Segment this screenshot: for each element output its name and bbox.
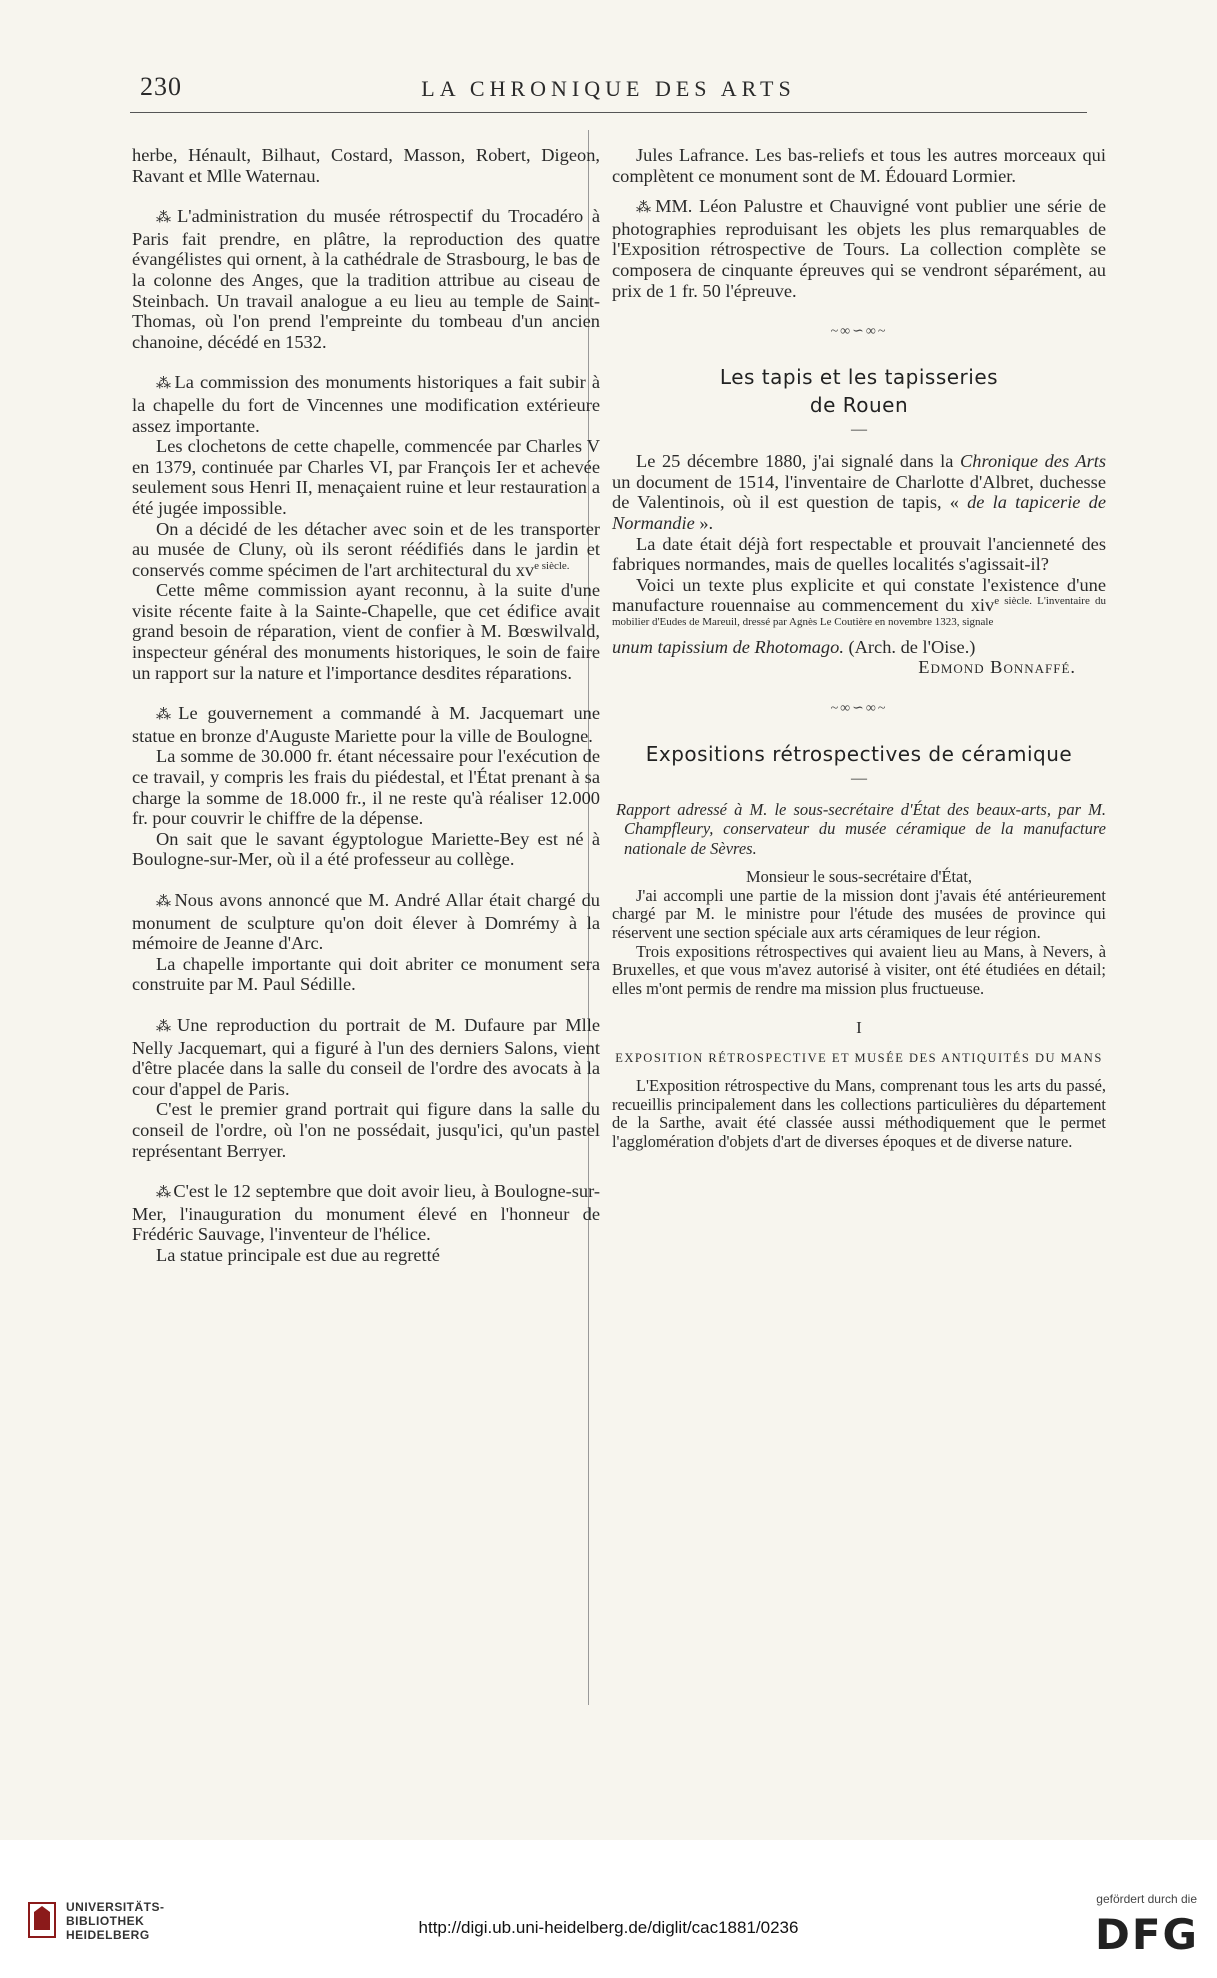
paragraph: C'est le premier grand portrait qui figure dans la salle du conseil de l'ordre, où l'on ne possédait, jusqu'ici, qu'un pastel représentant Berryer. [132,1099,600,1161]
asterism-icon: ⁂ [156,894,171,910]
paragraph: ⁂ C'est le 12 septembre que doit avoir lieu, à Boulogne-sur-Mer, l'inauguration du monument élevé en l'honneur de Frédéric Sauvage, l'inventeur de l'hélice. [132,1181,600,1245]
institution-name: UNIVERSITÄTS- BIBLIOTHEK HEIDELBERG [66,1900,165,1942]
permalink[interactable]: http://digi.ub.uni-heidelberg.de/diglit/cac1881/0236 [418,1918,799,1937]
report-intro: Rapport adressé à M. le sous-secrétaire d'État des beaux-arts, par M. Champfleury, conservateur du musée céramique de la manufacture nationale de Sèvres. [616,799,1106,858]
paragraph: ⁂ La commission des monuments historiques a fait subir à la chapelle du fort de Vincennes une modification extérieure assez importante. [132,372,601,436]
paragraph: On a décidé de les détacher avec soin et de les transporter au musée de Cluny, où ils seront réédifiés dans le jardin et conservés comme spécimen de l'art architectural du $xv^{e siècle.}$ [132,518,600,580]
section-heading: EXPOSITION RÉTROSPECTIVE ET MUSÉE DES ANTIQUITÉS DU MANS [615,1050,1103,1065]
paragraph: Trois expositions rétrospectives qui avaient lieu au Mans, à Nevers, à Bruxelles, et que vous m'avez autorisé à visiter, ont été étudiées en détail; elles m'ont permis de rendre ma mission plus fructueuse. [612,941,1106,998]
author-signature: Edmond Bonnaffé. [918,657,1076,678]
paragraph: ⁂ Une reproduction du portrait de M. Dufaure par Mlle Nelly Jacquemart, qui a figuré à l'un des derniers Salons, vient d'être placée dans la salle du conseil de l'ordre des avocats à la cour d'appel de Paris. [132,1014,600,1099]
dfg-logo: DFG [1094,1910,1199,1959]
paragraph: La chapelle importante qui doit abriter ce monument sera construite par M. Paul Sédille. [132,953,600,995]
dash-divider: — [851,421,867,439]
asterism-icon: ⁂ [156,210,174,227]
paragraph: J'ai accompli une partie de la mission dont j'avais été antérieurement chargé par M. le ministre pour l'étude des musées de province qui réservent une section spéciale aux arts céramiques de leur région. [612,885,1106,942]
ornament-divider: ~∞∽∞~ [830,700,888,716]
section-number: I [856,1018,862,1038]
article-title: Expositions rétrospectives de céramique [645,741,1073,766]
asterism-icon: ⁂ [636,200,652,217]
paragraph: L'Exposition rétrospective du Mans, comprenant tous les arts du passé, recueillis principalement dans les collections particulières du département de la Sarthe, avait été classée aussi méthodiquement que le permet l'agglomération d'objets d'art de diverses époques et de diverse nature. [612,1075,1106,1151]
paragraph: ⁂ MM. Léon Palustre et Chauvigné vont publier une série de photographies reproduisant les objets les plus remarquables de l'Exposition rétrospective de Tours. La collection complète se composera de cinquante épreuves qui se vendront séparément, au prix de 1 fr. 50 l'épreuve. [612,196,1106,301]
paragraph-continued: unum tapissium de Rhotomago. (Arch. de l'Oise.) [612,636,976,657]
paragraph: La somme de 30.000 fr. étant nécessaire pour l'exécution de ce travail, y compris les frais du piédestal, et l'État prenant à sa charge la somme de 18.000 fr., il ne reste qu'à réaliser 12.000 fr. pour couvrir le chiffre de la dépense. [132,746,600,829]
running-head: LA CHRONIQUE DES ARTS [421,76,796,101]
page-header [130,72,1087,113]
asterism-icon: ⁂ [156,376,171,393]
salutation: Monsieur le sous-secrétaire d'État, [746,867,972,887]
paragraph: ⁂ L'administration du musée rétrospectif du Trocadéro à Paris fait prendre, en plâtre, la reproduction des quatre évangélistes qui ornent, à la cathédrale de Strasbourg, le bas de la colonne des Anges, que la tradition attribue au ciseau de Steinbach. Un travail analogue a eu lieu au temple de Saint-Thomas, où l'on prend l'empreinte du tombeau d'un ancien chanoine, décédé en 1532. [132,206,600,352]
article-title: Les tapis et les tapisseries de Rouen [719,365,999,418]
ornament-divider: ~∞∽∞~ [830,324,888,340]
paragraph: Jules Lafrance. Les bas-reliefs et tous les autres morceaux qui complètent ce monument sont de M. Édouard Lormier. [612,145,1106,186]
right-column [612,145,1106,1151]
paragraph: La statue principale est due au regretté [156,1244,440,1265]
paragraph: Le 25 décembre 1880, j'ai signalé dans la Chronique des Arts un document de 1514, l'inventaire de Charlotte d'Albret, duchesse de Valentinois, où il est question de tapis, « de la tapicerie de Normandie ». [612,451,1106,533]
asterism-icon: ⁂ [156,707,175,724]
paragraph: ⁂ Nous avons annoncé que M. André Allar était chargé du monument de sculpture qu'on doit élever à Domrémy à la mémoire de Jeanne d'Arc. [132,890,600,954]
left-column [132,145,600,1266]
paragraph: ⁂ Le gouvernement a commandé à M. Jacquemart une statue en bronze d'Auguste Mariette pour la ville de Boulogne. [132,703,600,746]
paragraph: herbe, Hénault, Bilhaut, Costard, Masson, Robert, Digeon, Ravant et Mlle Waternau. [132,145,600,186]
dash-divider: — [851,769,867,787]
viewer-footer [0,1840,1217,1978]
paragraph: Voici un texte plus explicite et qui constate l'existence d'une manufacture rouennaise au commencement du xiv$^{e siècle. L'inventaire du mobilier d'Eudes de Mareuil, dressé par Agnès Le Coutière en novembre 1323, signale}$ [612,574,1106,628]
paragraph: Les clochetons de cette chapelle, commencée par Charles V en 1379, continuée par Charles VI, par François Ier et achevée seulement sous Henri II, menaçaient ruine et leur restauration a été jugée impossible. [132,436,600,518]
paragraph: La date était déjà fort respectable et prouvait l'ancienneté des fabriques normandes, mais de quelles localités s'agissait-il? [612,533,1106,575]
paragraph: On sait que le savant égyptologue Mariette-Bey est né à Boulogne-sur-Mer, où il a été professeur au collège. [132,828,600,870]
funded-by-label: gefördert durch die [1096,1892,1197,1906]
page-number: 230 [140,72,182,101]
asterism-icon: ⁂ [156,1185,170,1202]
paragraph: Cette même commission ayant reconnu, à la suite d'une visite récente faite à la Sainte-Chapelle, que cet édifice avait grand besoin de réparation, vient de confier à M. Bœswilvald, inspecteur général des monuments historiques, le soin de faire un rapport sur la nature et l'importance desdites réparations. [132,580,600,683]
asterism-icon: ⁂ [156,1018,174,1035]
